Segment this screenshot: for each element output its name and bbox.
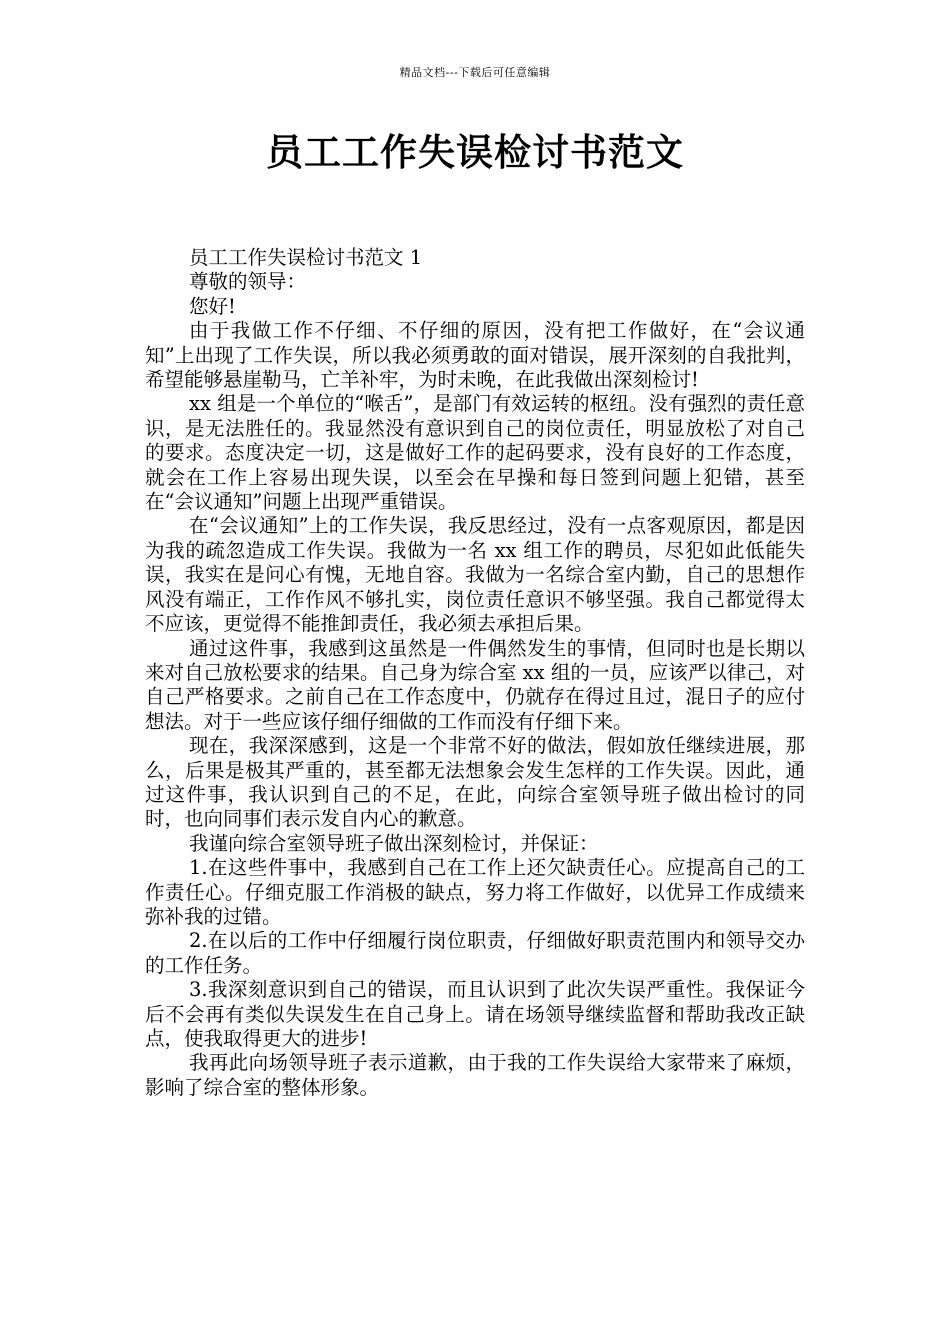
document-body	[145, 246, 805, 1100]
paragraph: 通过这件事，我感到这虽然是一件偶然发生的事情，但同时也是长期以来对自己放松要求的结果。自己身为综合室 xx 组的一员，应该严以律己，对自己严格要求。之前自己在工作态度中，仍就存在得过且过，混日子的应付想法。对于一些应该仔细仔细做的工作而没有仔细下来。	[145, 636, 805, 733]
paragraph: 我再此向场领导班子表示道歉，由于我的工作失误给大家带来了麻烦，影响了综合室的整体形象。	[145, 1051, 805, 1099]
list-item: 1.在这些件事中，我感到自己在工作上还欠缺责任心。应提高自己的工作责任心。仔细克服工作消极的缺点，努力将工作做好，以优异工作成绩来弥补我的过错。	[145, 856, 805, 928]
paragraph: 由于我做工作不仔细、不仔细的原因，没有把工作做好，在“会议通知”上出现了工作失误，所以我必须勇敢的面对错误，展开深刻的自我批判，希望能够悬崖勒马，亡羊补牢，为时未晚，在此我做出深刻检讨!	[145, 319, 805, 392]
header-note: 精品文档---下载后可任意编辑	[399, 66, 551, 79]
salutation: 尊敬的领导：	[189, 270, 307, 294]
document-title: 员工工作失误检讨书范文	[266, 130, 684, 174]
list-item: 3.我深刻意识到自己的错误，而且认识到了此次失误严重性。我保证今后不会再有类似失误发生在自己身上。请在场领导继续监督和帮助我改正缺点，使我取得更大的进步!	[145, 978, 805, 1050]
paragraph: 在“会议通知”上的工作失误，我反思经过，没有一点客观原因，都是因为我的疏忽造成工作失误。我做为一名 xx 组工作的聘员，尽犯如此低能失误，我实在是问心有愧，无地自容。我做为一名综合室内勤，自己的思想作风没有端正，工作作风不够扎实，岗位责任意识不够坚强。我自己都觉得太不应该，更觉得不能推卸责任，我必须去承担后果。	[145, 514, 805, 636]
greeting: 您好!	[189, 294, 236, 318]
document-subtitle: 员工工作失误检讨书范文 1	[189, 246, 423, 269]
paragraph: 现在，我深深感到，这是一个非常不好的做法，假如放任继续进展，那么，后果是极其严重的，甚至都无法想象会发生怎样的工作失误。因此，通过这件事，我认识到自己的不足，在此，向综合室领导班子做出检讨的同时，也向同事们表示发自内心的歉意。	[145, 734, 805, 831]
list-item: 2.在以后的工作中仔细履行岗位职责，仔细做好职责范围内和领导交办的工作任务。	[145, 929, 805, 977]
paragraph: xx 组是一个单位的“喉舌”，是部门有效运转的枢纽。没有强烈的责任意识，是无法胜任的。我显然没有意识到自己的岗位责任，明显放松了对自己的要求。态度决定一切，这是做好工作的起码要求，没有良好的工作态度，就会在工作上容易出现失误，以至会在早操和每日签到问题上犯错，甚至在“会议通知”问题上出现严重错误。	[145, 392, 805, 514]
paragraph: 我谨向综合室领导班子做出深刻检讨，并保证：	[189, 831, 599, 855]
